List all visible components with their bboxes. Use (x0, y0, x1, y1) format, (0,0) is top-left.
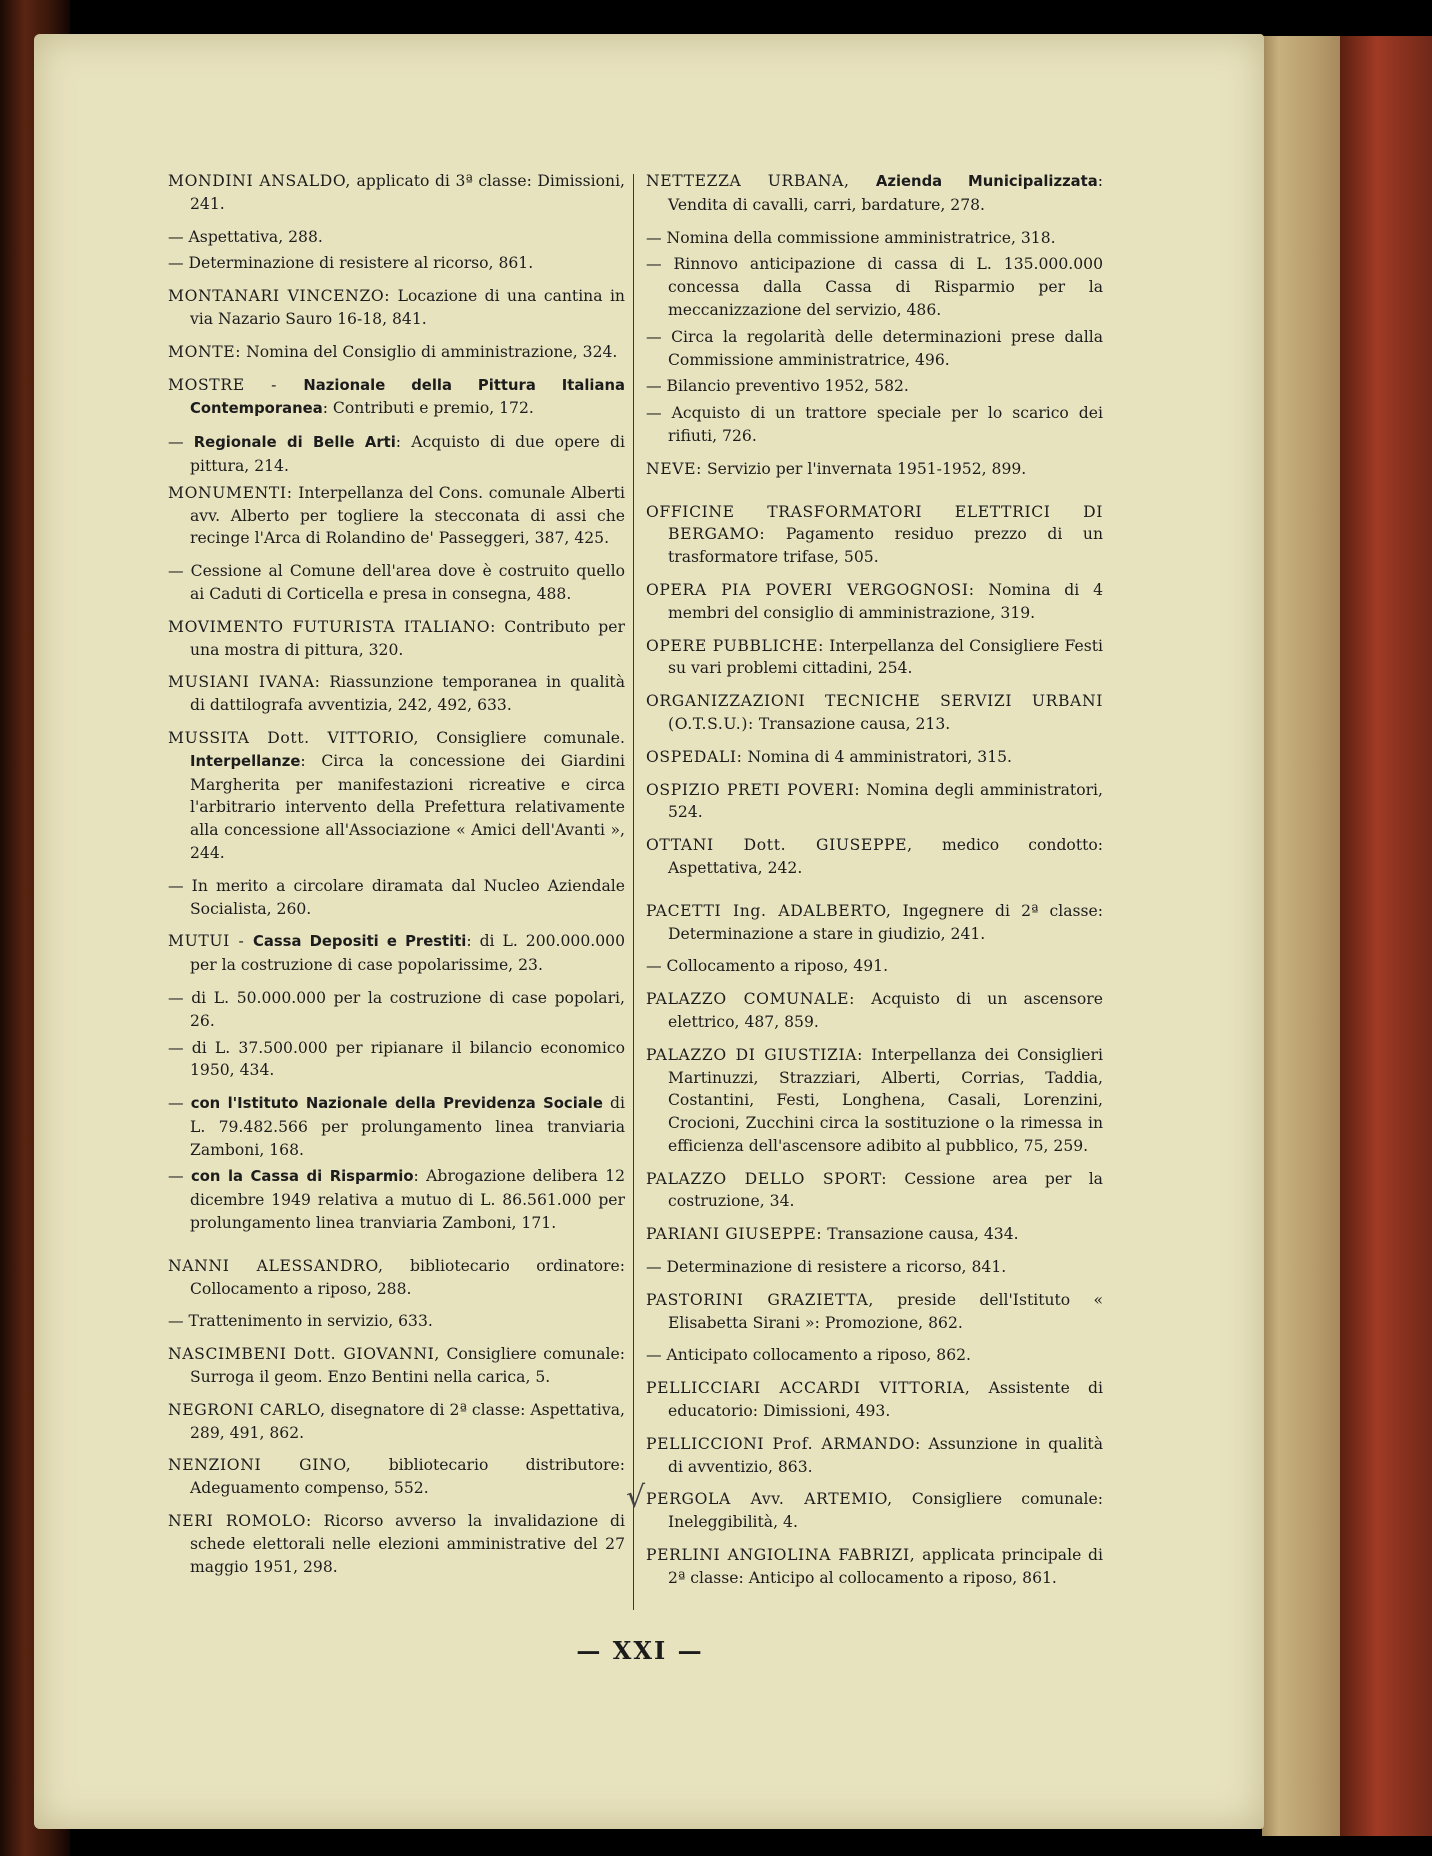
entry-heading: OTTANI Dott. GIUSEPPE, (646, 836, 913, 855)
entry-text: Ricorso avverso la invalidazione di schede elettorali nelle elezioni amministrative del 27 maggio 1951, 298. (190, 1512, 625, 1576)
entry-text: Ingegnere di 2ª classe: Determinazione a stare in giudizio, 241. (668, 901, 1103, 943)
entry-text: Locazione di una cantina in via Nazario Sauro 16-18, 841. (190, 287, 625, 328)
index-entry (646, 1044, 1103, 1158)
entry-text: : Contributi e premio, 172. (322, 399, 534, 418)
index-subentry: — Determinazione di resistere al ricorso, 861. (168, 254, 534, 273)
index-entry (168, 1343, 625, 1389)
entry-text: Interpellanza del Cons. comunale Alberti avv. Alberto per togliere la stecconata di assi che recinge l'Arca di Rolandino de' Passeggeri, 387, 425. (190, 483, 625, 548)
entry-heading: PERGOLA Avv. ARTEMIO, (646, 1490, 893, 1509)
index-entry (168, 1510, 625, 1578)
entry-text: Servizio per l'invernata 1951-1952, 899. (702, 459, 1027, 478)
entry-heading: OSPEDALI: (646, 747, 743, 766)
entry-heading: PERLINI ANGIOLINA FABRIZI, (646, 1546, 916, 1565)
index-entry (646, 779, 1103, 825)
entry-heading: MUSIANI IVANA: (168, 673, 321, 692)
subentry-dash: — (168, 1167, 191, 1186)
entry-heading: PELLICCIONI Prof. ARMANDO: (646, 1434, 921, 1453)
entry-text: Riassunzione temporanea in qualità di dattilografa avventizia, 242, 492, 633. (190, 673, 625, 715)
index-entry (646, 501, 1103, 569)
entry-text: Nomina del Consiglio di amministrazione, 324. (241, 342, 618, 361)
index-entry (646, 988, 1103, 1034)
entry-text: Contributo per una mostra di pittura, 320. (190, 617, 625, 659)
subentry-text: : Acquisto di due opere di pittura, 214. (190, 433, 625, 475)
entry-heading: NASCIMBENI Dott. GIOVANNI, (168, 1345, 440, 1364)
index-entry (646, 690, 1103, 736)
subentry-bold-label: con l'Istituto Nazionale della Previdenza Sociale (190, 1095, 603, 1113)
index-subentry: — di L. 50.000.000 per la costruzione di case popolari, 26. (168, 988, 625, 1030)
entry-text: Consigliere comunale: Surroga il geom. Enzo Bentini nella carica, 5. (190, 1345, 625, 1387)
index-entry (168, 930, 625, 977)
entry-heading: PASTORINI GRAZIETTA, (646, 1290, 874, 1309)
entry-heading: PARIANI GIUSEPPE: (646, 1225, 823, 1244)
index-entry (646, 1223, 1103, 1246)
entry-heading: MUSSITA Dott. VITTORIO, (168, 728, 420, 747)
entry-heading: MONUMENTI: (168, 483, 293, 502)
index-subentry (168, 431, 625, 478)
index-entry (646, 1544, 1103, 1590)
index-subentry: — Trattenimento in servizio, 633. (168, 1312, 433, 1331)
subentry-dash: — (168, 1094, 191, 1113)
index-subentry: — Cessione al Comune dell'area dove è costruito quello ai Caduti di Corticella e presa in consegna, 488. (168, 562, 625, 603)
entry-text: Consigliere comunale. (419, 728, 625, 747)
entry-heading: PELLICCIARI ACCARDI VITTORIA, (646, 1379, 971, 1398)
entry-text: Interpellanza dei Consiglieri Martinuzzi, Strazziari, Alberti, Corrias, Taddia, Costantini, Festi, Longhena, Casali, Lorenzini, Crocioni, Zucchini circa la sostituzione o la rimessa in efficienza dell'ascensore adibito al pubblico, 75, 259. (668, 1045, 1103, 1155)
entry-text: Transazione causa, 434. (822, 1225, 1019, 1244)
index-subentry: — di L. 37.500.000 per ripianare il bilancio economico 1950, 434. (168, 1038, 625, 1080)
index-entry (168, 285, 625, 331)
subentry-text: : Abrogazione delibera 12 dicembre 1949 relativa a mutuo di L. 86.561.000 per prolungamento linea tranviaria Zamboni, 171. (190, 1167, 625, 1233)
entry-heading: NANNI ALESSANDRO, (168, 1256, 384, 1275)
subentry-dash: — (168, 433, 194, 452)
entry-text: : Circa la concessione dei Giardini Margherita per manifestazioni ricreative e circa l'arbitrario intervento della Prefettura relativamente alla concessione all'Associazione « Amici dell'Avanti », 244. (190, 751, 625, 862)
index-entry (646, 1377, 1103, 1423)
entry-text: Cessione area per la costruzione, 34. (668, 1169, 1103, 1211)
entry-text: medico condotto: Aspettativa, 242. (668, 836, 1103, 877)
index-subentry: — Acquisto di un trattore speciale per lo scarico dei rifiuti, 726. (646, 404, 1103, 445)
entry-heading: MONTE: (168, 342, 242, 361)
index-subentry: — Aspettativa, 288. (168, 227, 323, 246)
subentry-text: di L. 79.482.566 per prolungamento linea tranviaria Zamboni, 168. (190, 1094, 625, 1159)
index-entry (168, 341, 625, 364)
entry-bold-label: Nazionale della Pittura Italiana Contemporanea (190, 376, 625, 418)
entry-heading: NETTEZZA URBANA, (646, 172, 876, 190)
entry-heading: OPERA PIA POVERI VERGOGNOSI: (646, 580, 975, 599)
index-entry (168, 170, 625, 216)
entry-heading: NENZIONI GINO, (168, 1456, 352, 1475)
index-right-column (646, 170, 1103, 1600)
entry-text: disegnatore di 2ª classe: Aspettativa, 289, 491, 862. (190, 1400, 625, 1442)
entry-heading: PALAZZO DELLO SPORT: (646, 1169, 888, 1188)
index-entry (646, 834, 1103, 880)
index-entry (168, 1454, 625, 1500)
index-subentry: — In merito a circolare diramata dal Nucleo Aziendale Socialista, 260. (168, 876, 625, 918)
index-entry (646, 1289, 1103, 1335)
entry-heading: OSPIZIO PRETI POVERI: (646, 780, 861, 799)
entry-heading: MONTANARI VINCENZO: (168, 287, 391, 306)
entry-text: applicata principale di 2ª classe: Anticipo al collocamento a riposo, 861. (668, 1546, 1103, 1587)
index-entry (168, 616, 625, 662)
entry-heading: NEGRONI CARLO, (168, 1400, 326, 1419)
entry-text: preside dell'Istituto « Elisabetta Sirani »: Promozione, 862. (668, 1290, 1103, 1332)
entry-text: Consigliere comunale: Ineleggibilità, 4. (668, 1490, 1103, 1532)
entry-heading: PALAZZO COMUNALE: (646, 990, 855, 1009)
entry-heading: PALAZZO DI GIUSTIZIA: (646, 1045, 864, 1064)
index-subentry: — Anticipato collocamento a riposo, 862. (646, 1346, 971, 1365)
subentry-bold-label: Regionale di Belle Arti (193, 434, 396, 452)
entry-heading: NERI ROMOLO: (168, 1512, 312, 1531)
index-left-column (168, 170, 625, 1588)
index-subentry (168, 1092, 625, 1161)
entry-text: bibliotecario distributore: Adeguamento compenso, 552. (190, 1456, 625, 1498)
index-subentry: — Nomina della commissione amministratrice, 318. (646, 228, 1056, 247)
entry-heading: OFFICINE TRASFORMATORI ELETTRICI DI BERGAMO: (646, 502, 1103, 544)
pencil-check-mark: √ (626, 1480, 646, 1515)
index-entry (646, 579, 1103, 625)
entry-heading: PACETTI Ing. ADALBERTO, (646, 901, 892, 920)
entry-text: : di L. 200.000.000 per la costruzione di case popolarissime, 23. (190, 932, 625, 975)
index-entry (168, 727, 625, 865)
entry-heading: MOSTRE - (168, 375, 304, 394)
entry-text: Nomina degli amministratori, 524. (668, 780, 1103, 822)
entry-text: : Vendita di cavalli, carri, bardature, 278. (668, 172, 1103, 214)
index-entry (646, 635, 1103, 681)
index-entry (646, 1433, 1103, 1479)
entry-bold-label: Interpellanze (190, 752, 301, 770)
entry-heading: NEVE: (646, 459, 703, 478)
index-entry (168, 1399, 625, 1445)
entry-text: Assistente di educatorio: Dimissioni, 493. (668, 1379, 1103, 1421)
index-entry (168, 374, 625, 422)
entry-heading: MONDINI ANSALDO, (168, 172, 351, 190)
index-entry (646, 1168, 1103, 1214)
entry-heading: ORGANIZZAZIONI TECNICHE SERVIZI URBANI (O.T.S.U.): (646, 692, 1103, 733)
entry-text: applicato di 3ª classe: Dimissioni, 241. (190, 172, 626, 213)
entry-text: Nomina di 4 membri del consiglio di amministrazione, 319. (668, 580, 1103, 622)
entry-text: Pagamento residuo prezzo di un trasformatore trifase, 505. (668, 525, 1103, 567)
index-subentry: — Collocamento a riposo, 491. (646, 957, 889, 976)
entry-heading: MOVIMENTO FUTURISTA ITALIANO: (168, 617, 497, 636)
entry-bold-label: Azienda Municipalizzata (875, 173, 1098, 190)
index-subentry: — Determinazione di resistere a ricorso, 841. (646, 1258, 1007, 1277)
index-entry (646, 746, 1103, 769)
index-entry (646, 170, 1103, 217)
entry-text: Transazione causa, 213. (753, 714, 951, 733)
index-entry (168, 671, 625, 717)
index-subentry: — Circa la regolarità delle determinazioni prese dalla Commissione amministratrice, 496. (646, 327, 1103, 369)
index-entry (646, 900, 1103, 946)
entry-bold-label: Cassa Depositi e Prestiti (253, 933, 467, 951)
index-entry (646, 458, 1103, 481)
entry-text: bibliotecario ordinatore: Collocamento a riposo, 288. (190, 1256, 625, 1298)
entry-text: Acquisto di un ascensore elettrico, 487, 859. (668, 990, 1103, 1031)
column-divider (633, 174, 634, 1610)
index-subentry (168, 1165, 625, 1234)
entry-heading: OPERE PUBBLICHE: (646, 636, 824, 655)
book-cover-edge (1340, 36, 1432, 1836)
page-number: — XXI — (576, 1636, 704, 1665)
index-subentry: — Bilancio preventivo 1952, 582. (646, 377, 909, 396)
entry-text: Assunzione in qualità di avventizio, 863. (668, 1434, 1103, 1476)
index-entry (168, 1255, 625, 1301)
index-entry (646, 1488, 1103, 1534)
entry-text: Interpellanza del Consigliere Festi su vari problemi cittadini, 254. (668, 636, 1104, 678)
entry-text: Nomina di 4 amministratori, 315. (742, 747, 1013, 766)
index-subentry: — Rinnovo anticipazione di cassa di L. 135.000.000 concessa dalla Cassa di Risparmio per la meccanizzazione del servizio, 486. (646, 255, 1103, 319)
subentry-bold-label: con la Cassa di Risparmio (190, 1168, 414, 1186)
entry-heading: MUTUI - (168, 932, 254, 951)
index-entry (168, 482, 625, 550)
